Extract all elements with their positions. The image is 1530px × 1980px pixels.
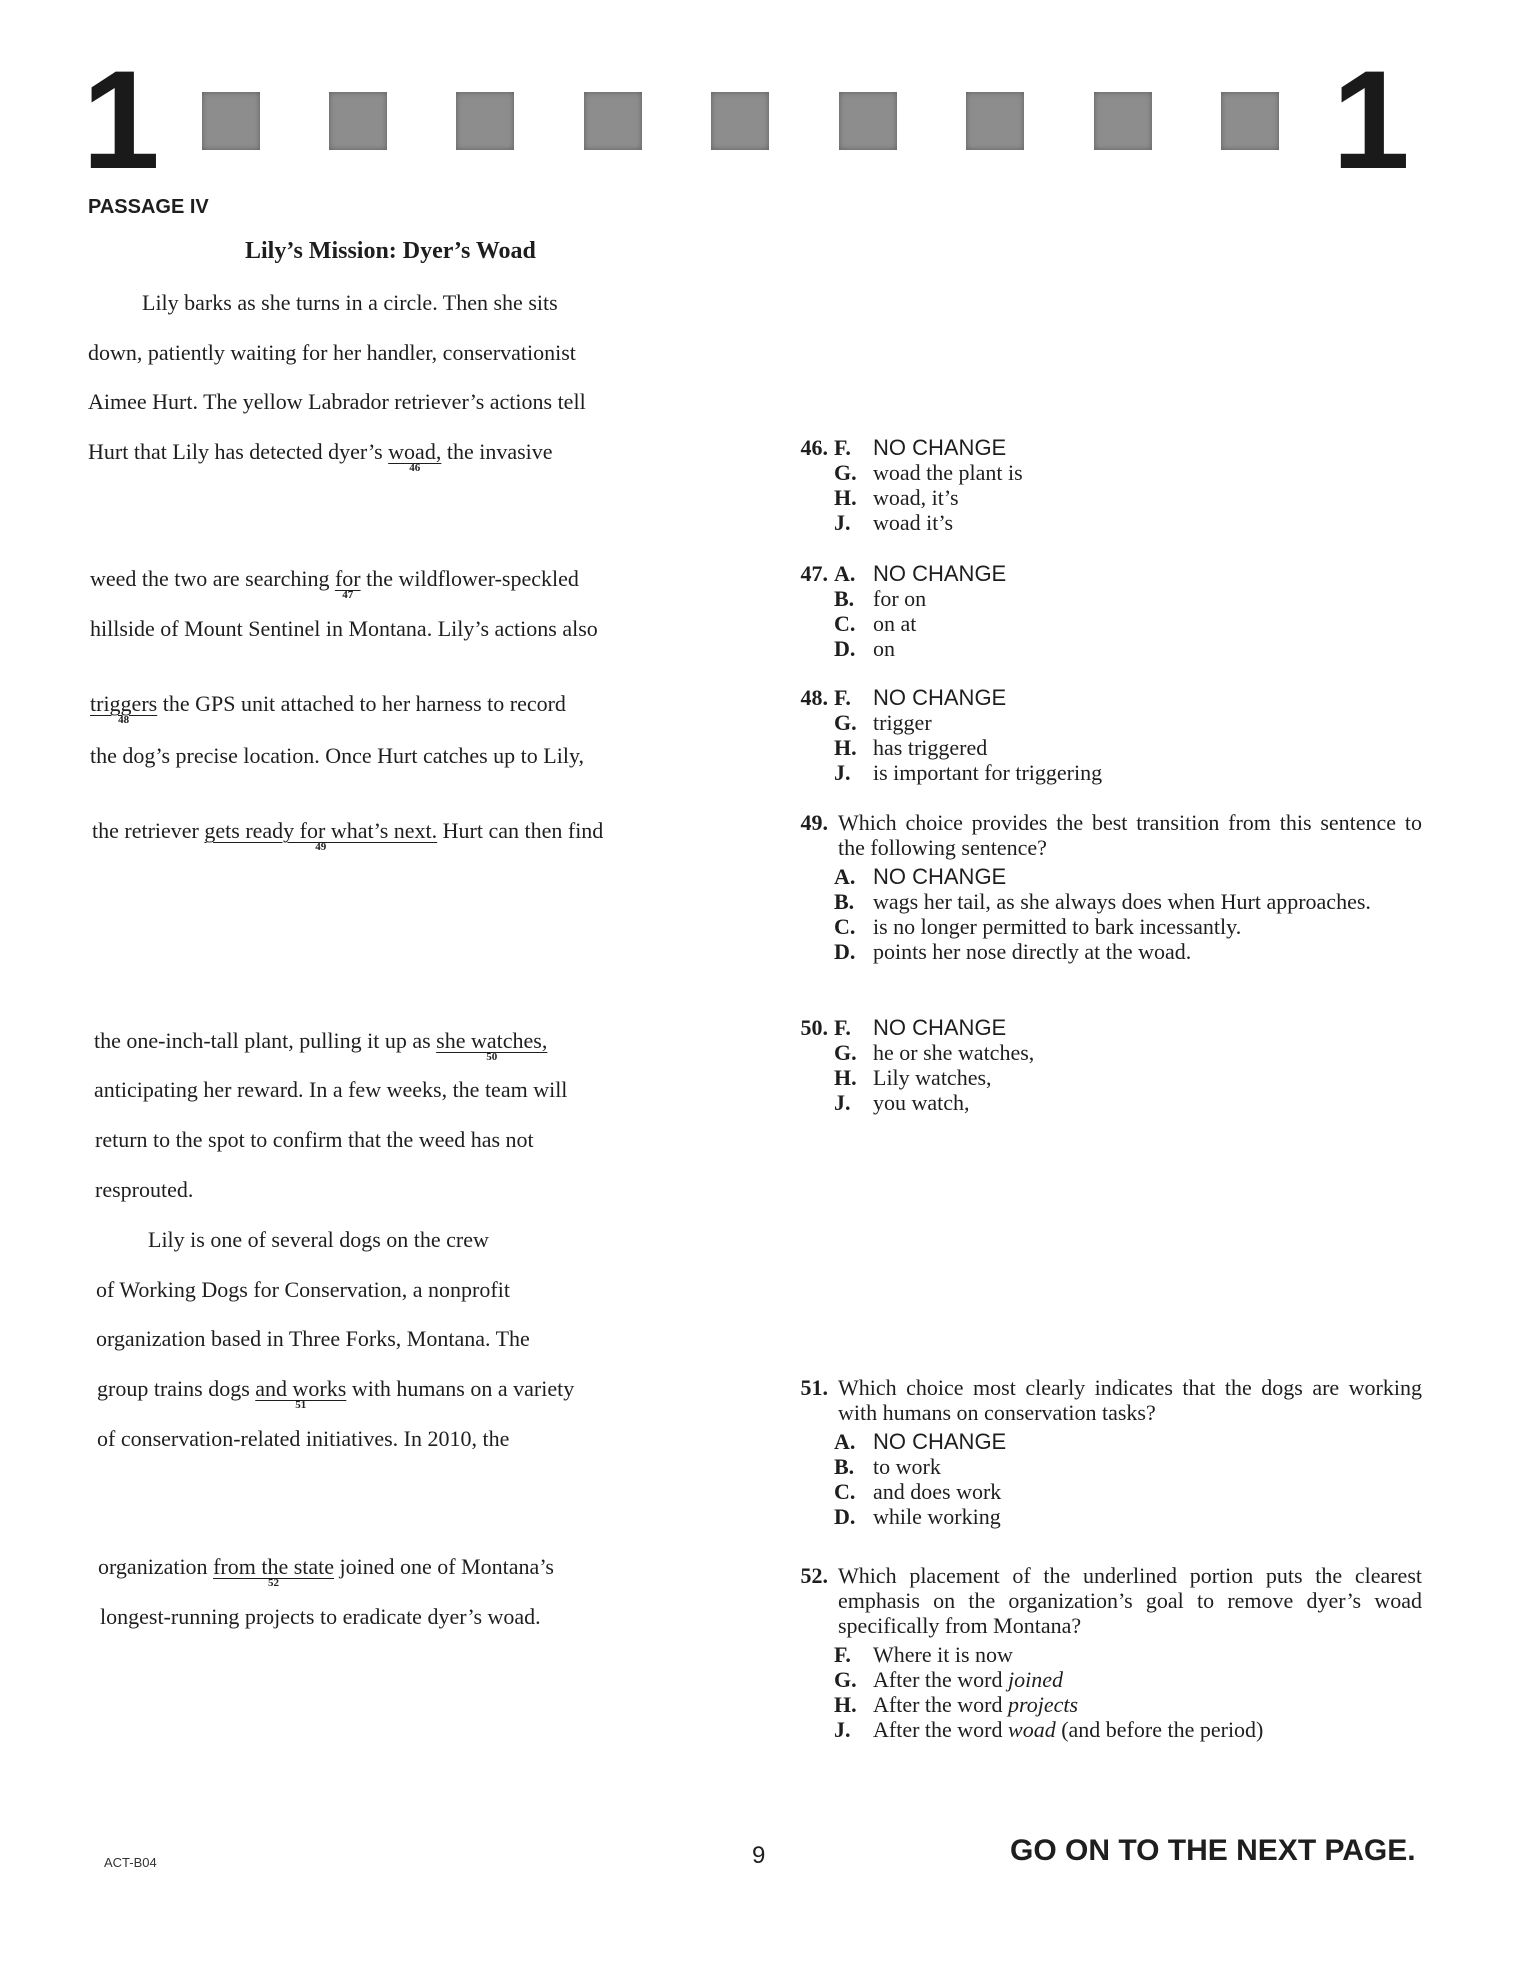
passage-line: of conservation-related initiatives. In 2010, the (97, 1426, 510, 1451)
passage-line: down, patiently waiting for her handler, conservationist (88, 340, 576, 365)
passage-line: organization based in Three Forks, Montana. The (96, 1326, 530, 1351)
passage-line: of Working Dogs for Conservation, a nonprofit (96, 1277, 510, 1302)
header-square (966, 92, 1024, 150)
question-ref-49: 49 (315, 841, 327, 853)
passage-line: resprouted. (95, 1177, 194, 1202)
question-number: 49. (800, 810, 828, 835)
passage-line: Lily barks as she turns in a circle. Then she sits (142, 290, 558, 315)
passage-line: Hurt that Lily has detected dyer’s woad, 46 the invasive (88, 439, 553, 474)
passage-line: Lily is one of several dogs on the crew (148, 1227, 489, 1252)
answer-option[interactable]: H. woad, it’s (834, 485, 959, 510)
header-square (202, 92, 260, 150)
passage-line: the dog’s precise location. Once Hurt catches up to Lily, (90, 743, 585, 768)
question-46 (782, 435, 1422, 535)
answer-option[interactable]: H. After the word projects (834, 1692, 1079, 1717)
passage-line: longest-running projects to eradicate dyer’s woad. (100, 1604, 541, 1629)
answer-option[interactable]: A. NO CHANGE (834, 1429, 1007, 1454)
underlined-portion-48[interactable]: triggers 48 (90, 691, 158, 726)
question-number: 47. (800, 561, 828, 586)
answer-option[interactable]: J. is important for triggering (834, 760, 1103, 785)
passage-line: Aimee Hurt. The yellow Labrador retriever’s actions tell (88, 389, 586, 414)
question-51 (782, 1375, 1422, 1529)
passage-line: group trains dogs and works 51 with humans on a variety (97, 1376, 575, 1411)
answer-option[interactable]: 50. F. NO CHANGE (782, 1015, 1422, 1040)
question-number: 52. (800, 1563, 828, 1588)
answer-option[interactable]: G. After the word joined (834, 1667, 1064, 1692)
underlined-portion-49[interactable]: gets ready for what’s next. 49 (204, 818, 438, 853)
underlined-portion-52[interactable]: from the state 52 (213, 1554, 335, 1589)
passage-line: the one-inch-tall plant, pulling it up as she watches, 50 (94, 1028, 548, 1063)
header-square (1094, 92, 1152, 150)
answer-option[interactable]: J. you watch, (834, 1090, 970, 1115)
passage-line: hillside of Mount Sentinel in Montana. Lily’s actions also (90, 616, 598, 641)
answer-option[interactable]: 48. F. NO CHANGE (782, 685, 1422, 710)
question-52 (782, 1563, 1422, 1742)
answer-option[interactable]: F. Where it is now (834, 1642, 1013, 1667)
answer-option[interactable]: D. points her nose directly at the woad. (834, 939, 1192, 964)
question-stem: Which choice most clearly indicates that the dogs are working with humans on conservation tasks? (838, 1375, 1422, 1425)
passage-line: organization from the state 52 joined one of Montana’s (98, 1554, 554, 1589)
question-ref-46: 46 (409, 462, 421, 474)
answer-option[interactable]: J. After the word woad (and before the period) (834, 1717, 1264, 1742)
answer-option[interactable]: H. Lily watches, (834, 1065, 992, 1090)
form-code: ACT-B04 (104, 1855, 157, 1870)
answer-option[interactable]: B. to work (834, 1454, 941, 1479)
question-stem: Which placement of the underlined portion puts the clearest emphasis on the organization’s goal to remove dyer’s woad specifically from Montana? (838, 1563, 1422, 1638)
underlined-portion-46[interactable]: woad, 46 (388, 439, 442, 474)
question-48 (782, 685, 1422, 785)
passage-line: weed the two are searching for 47 the wildflower-speckled (90, 566, 579, 601)
question-number: 46. (800, 435, 828, 460)
header-square (584, 92, 642, 150)
answer-option[interactable]: D. on (834, 636, 895, 661)
answer-option[interactable]: C. and does work (834, 1479, 1002, 1504)
answer-option[interactable]: G. he or she watches, (834, 1040, 1035, 1065)
section-number-right: 1 (1332, 41, 1410, 198)
passage-line: return to the spot to confirm that the weed has not (95, 1127, 534, 1152)
header-square (329, 92, 387, 150)
passage-line: triggers 48 the GPS unit attached to her harness to record (90, 691, 566, 726)
header-square (456, 92, 514, 150)
answer-option[interactable]: 46. F. NO CHANGE (782, 435, 1422, 460)
answer-option[interactable]: B. for on (834, 586, 927, 611)
underlined-portion-50[interactable]: she watches, 50 (436, 1028, 548, 1063)
passage-label: PASSAGE IV (88, 196, 209, 218)
question-50 (782, 1015, 1422, 1115)
answer-option[interactable]: H. has triggered (834, 735, 988, 760)
question-number: 50. (800, 1015, 828, 1040)
question-ref-50: 50 (486, 1051, 498, 1063)
passage-line: anticipating her reward. In a few weeks, the team will (94, 1077, 568, 1102)
question-ref-51: 51 (295, 1399, 307, 1411)
passage-title: Lily’s Mission: Dyer’s Woad (245, 238, 536, 264)
underlined-portion-47[interactable]: for 47 (334, 566, 361, 601)
answer-option[interactable]: G. trigger (834, 710, 932, 735)
answer-option[interactable]: A. NO CHANGE (834, 864, 1007, 889)
underlined-portion-51[interactable]: and works 51 (255, 1376, 347, 1411)
header-square (1221, 92, 1279, 150)
answer-option[interactable]: 47. A. NO CHANGE (782, 561, 1422, 586)
question-49 (782, 810, 1422, 964)
question-number: 51. (800, 1375, 828, 1400)
answer-option[interactable]: J. woad it’s (834, 510, 954, 535)
question-ref-47: 47 (342, 589, 354, 601)
header-square (711, 92, 769, 150)
question-number: 48. (800, 685, 828, 710)
question-ref-48: 48 (118, 714, 130, 726)
question-ref-52: 52 (268, 1577, 280, 1589)
question-47 (782, 561, 1422, 661)
answer-option[interactable]: C. on at (834, 611, 917, 636)
header-square (839, 92, 897, 150)
section-number-left: 1 (82, 41, 160, 198)
answer-option[interactable]: C. is no longer permitted to bark incessantly. (834, 914, 1242, 939)
answer-option[interactable]: B. wags her tail, as she always does when Hurt approaches. (834, 889, 1371, 914)
go-on-notice: GO ON TO THE NEXT PAGE. (1010, 1834, 1416, 1867)
passage-line: the retriever gets ready for what’s next. 49 Hurt can then find (92, 818, 604, 853)
question-stem: Which choice provides the best transition from this sentence to the following sentence? (838, 810, 1422, 860)
answer-option[interactable]: D. while working (834, 1504, 1001, 1529)
answer-option[interactable]: G. woad the plant is (834, 460, 1023, 485)
page-number: 9 (752, 1842, 766, 1869)
